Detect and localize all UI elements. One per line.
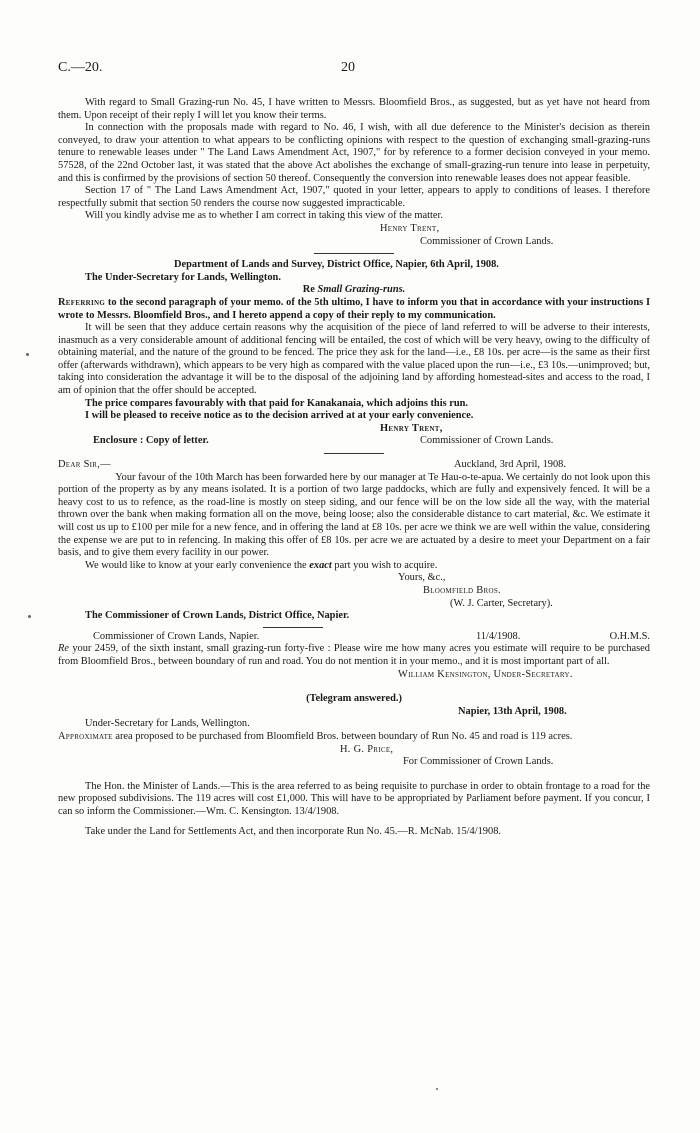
- page-number: 20: [341, 60, 355, 75]
- enclosure-note: Enclosure : Copy of letter.: [93, 435, 209, 447]
- letter-bloomfield-bros: [58, 459, 650, 623]
- memo-11-april: [58, 631, 650, 681]
- paragraph: Approximate area proposed to be purchased from Bloomfield Bros. between boundary of Run No. 45 and road is 119 acres.: [58, 730, 573, 742]
- minutes: [58, 781, 650, 839]
- paragraph: We would like to know at your early convenience the exact part you wish to acquire.: [85, 559, 438, 571]
- section-divider: [263, 627, 323, 628]
- document-body: [58, 97, 650, 839]
- salutation: Dear Sir,—: [58, 459, 111, 471]
- paragraph: I will be pleased to receive notice as to the decision arrived at at your early convenience.: [85, 410, 474, 422]
- telegram-note: (Telegram answered.): [306, 693, 402, 705]
- letter-addressee: The Under-Secretary for Lands, Wellington.: [85, 271, 281, 283]
- signature-detail: (W. J. Carter, Secretary).: [450, 597, 553, 609]
- section-divider: [324, 453, 384, 454]
- paragraph: Section 17 of " The Land Laws Amendment Act, 1907," quoted in your letter, appears to apply to conditions of leases. I therefore respectfully submit that section 50 renders the course now suggested impracticable.: [58, 185, 650, 209]
- section-divider: [314, 253, 394, 254]
- paragraph: The price compares favourably with that paid for Kanakanaia, which adjoins this run.: [85, 397, 468, 409]
- place-date: Napier, 13th April, 1908.: [458, 705, 567, 717]
- memo-recipient: Commissioner of Crown Lands, Napier.: [93, 630, 260, 642]
- memo-date: 11/4/1908.: [476, 630, 521, 642]
- letter-napier-6-april: [58, 259, 650, 448]
- paragraph: Referring to the second paragraph of your memo. of the 5th ultimo, I have to inform you that in accordance with your instructions I wrote to Messrs. Bloomfield Bros., and I hereto append a copy of their reply to my communication.: [58, 296, 650, 321]
- letter-addressee: The Commissioner of Crown Lands, District Office, Napier.: [85, 610, 350, 622]
- closing: Yours, &c.,: [398, 572, 446, 584]
- margin-mark: [26, 353, 29, 356]
- signature: William Kensington, Under-Secretary.: [398, 668, 573, 680]
- letter-heading: Department of Lands and Survey, District Office, Napier, 6th April, 1908.: [174, 259, 499, 271]
- document-reference: C.—20.: [58, 60, 103, 75]
- paragraph: In connection with the proposals made with regard to No. 46, I wish, with all due deference to the Minister's decision as therein conveyed, to draw your attention to what appears to be conflicting opinions with respect to the question of exchanging small-grazing-runs tenure to renewable leases under " The Land Laws Amendment Act, 1907," for by reference to a former decision conveyed in your memo. 57528, of the 22nd October last, it was stated that the above Act abolishes the exchange of small-grazing-run tenure into lease in perpetuity, and this is confirmed by the provisions of section 50 thereof. Consequently the conversion into renewable leases does not appear feasible.: [58, 122, 650, 184]
- signature-name: Henry Trent,: [380, 222, 440, 234]
- paragraph: Your favour of the 10th March has been forwarded here by our manager at Te Hau-o-te-apua. We certainly do not look upon this portion of the property as by any means isolated. It is a portion of two large paddocks, which are fully and expensively fenced. It will be a heavy cost to us to refence, as the road-line is mostly on steep siding, and our fence will be on the low side all the way, with the material thrown over the bank when making formation all on the move, being loose; also the considerable distance to cart material, &c. We estimate it will cost us up to £100 per mile for a new fence, and in offering the land at £8 10s. per acre we think we are well within the value, considering the expense we are put to in refencing. In making this offer of £8 10s. per acre we are actuated by a desire to meet your Department on a fair basis, and to give them every facility in our power.: [58, 471, 650, 559]
- minute-undersecretary: The Hon. the Minister of Lands.—This is the area referred to as being requisite to purchase in order to obtain frontage to a road for the new proposed subdivisions. The 119 acres will cost £1,000. This will have to be appropriated by Parliament before payment. If you concur, I can so inform the Commissioner.—Wm. C. Kensington. 13/4/1908.: [58, 780, 650, 817]
- signature-title: Commissioner of Crown Lands.: [420, 235, 554, 247]
- paragraph: It will be seen that they adduce certain reasons why the acquisition of the piece of land referred to will be adverse to their interests, inasmuch as a very considerable amount of additional fencing will be entailed, the cost of which will be very heavy, owing to the difficulty of obtaining material, and the nature of the ground to be fenced. The price they ask for the land—i.e., £8 10s. per acre—is the same as their first offer (afterwards withdrawn), which appears to be very high as compared with the value placed upon the run—i.e., £3 10s.—unimproved; but, taking into consideration the advantage it will be to the disposal of the adjoining land by affording homestead-sites and access to the road, I am of opinion that the offer should be accepted.: [58, 322, 650, 397]
- margin-mark: [436, 1088, 438, 1090]
- paragraph: With regard to Small Grazing-run No. 45, I have written to Messrs. Bloomfield Bros., as suggested, but as yet have not heard from them. Upon receipt of their reply I will let you know their terms.: [58, 97, 650, 121]
- subject-title: Small Grazing-runs.: [317, 284, 406, 296]
- enclosure-row: [58, 435, 650, 448]
- memo-ohms: O.H.M.S.: [609, 630, 650, 642]
- signature-name: Henry Trent,: [380, 422, 443, 434]
- paragraph: Will you kindly advise me as to whether I am correct in taking this view of the matter.: [85, 210, 443, 222]
- telegram-13-april: [58, 693, 650, 769]
- page-header: [58, 62, 650, 78]
- signature-title: Commissioner of Crown Lands.: [420, 435, 554, 447]
- paragraph: Re your 2459, of the sixth instant, small grazing-run forty-five : Please wire me how many acres you estimate will require to be purchased from Bloomfield Bros., between boundary of run and road. You do not mention it in your memo., and it is most important part of all.: [58, 643, 650, 667]
- margin-mark: [28, 615, 31, 618]
- minute-minister: Take under the Land for Settlements Act, and then incorporate Run No. 45.—R. McNab. 15/4/1908.: [85, 826, 501, 838]
- subject-line: Re Small Grazing-runs.: [302, 284, 406, 296]
- signature-name: Bloomfield Bros.: [423, 584, 501, 596]
- letter-trent-continuation: [58, 97, 650, 248]
- signature-title: For Commissioner of Crown Lands.: [403, 756, 554, 768]
- letter-addressee: Under-Secretary for Lands, Wellington.: [85, 718, 250, 730]
- place-date: Auckland, 3rd April, 1908.: [454, 459, 566, 471]
- signature-name: H. G. Price,: [340, 743, 394, 755]
